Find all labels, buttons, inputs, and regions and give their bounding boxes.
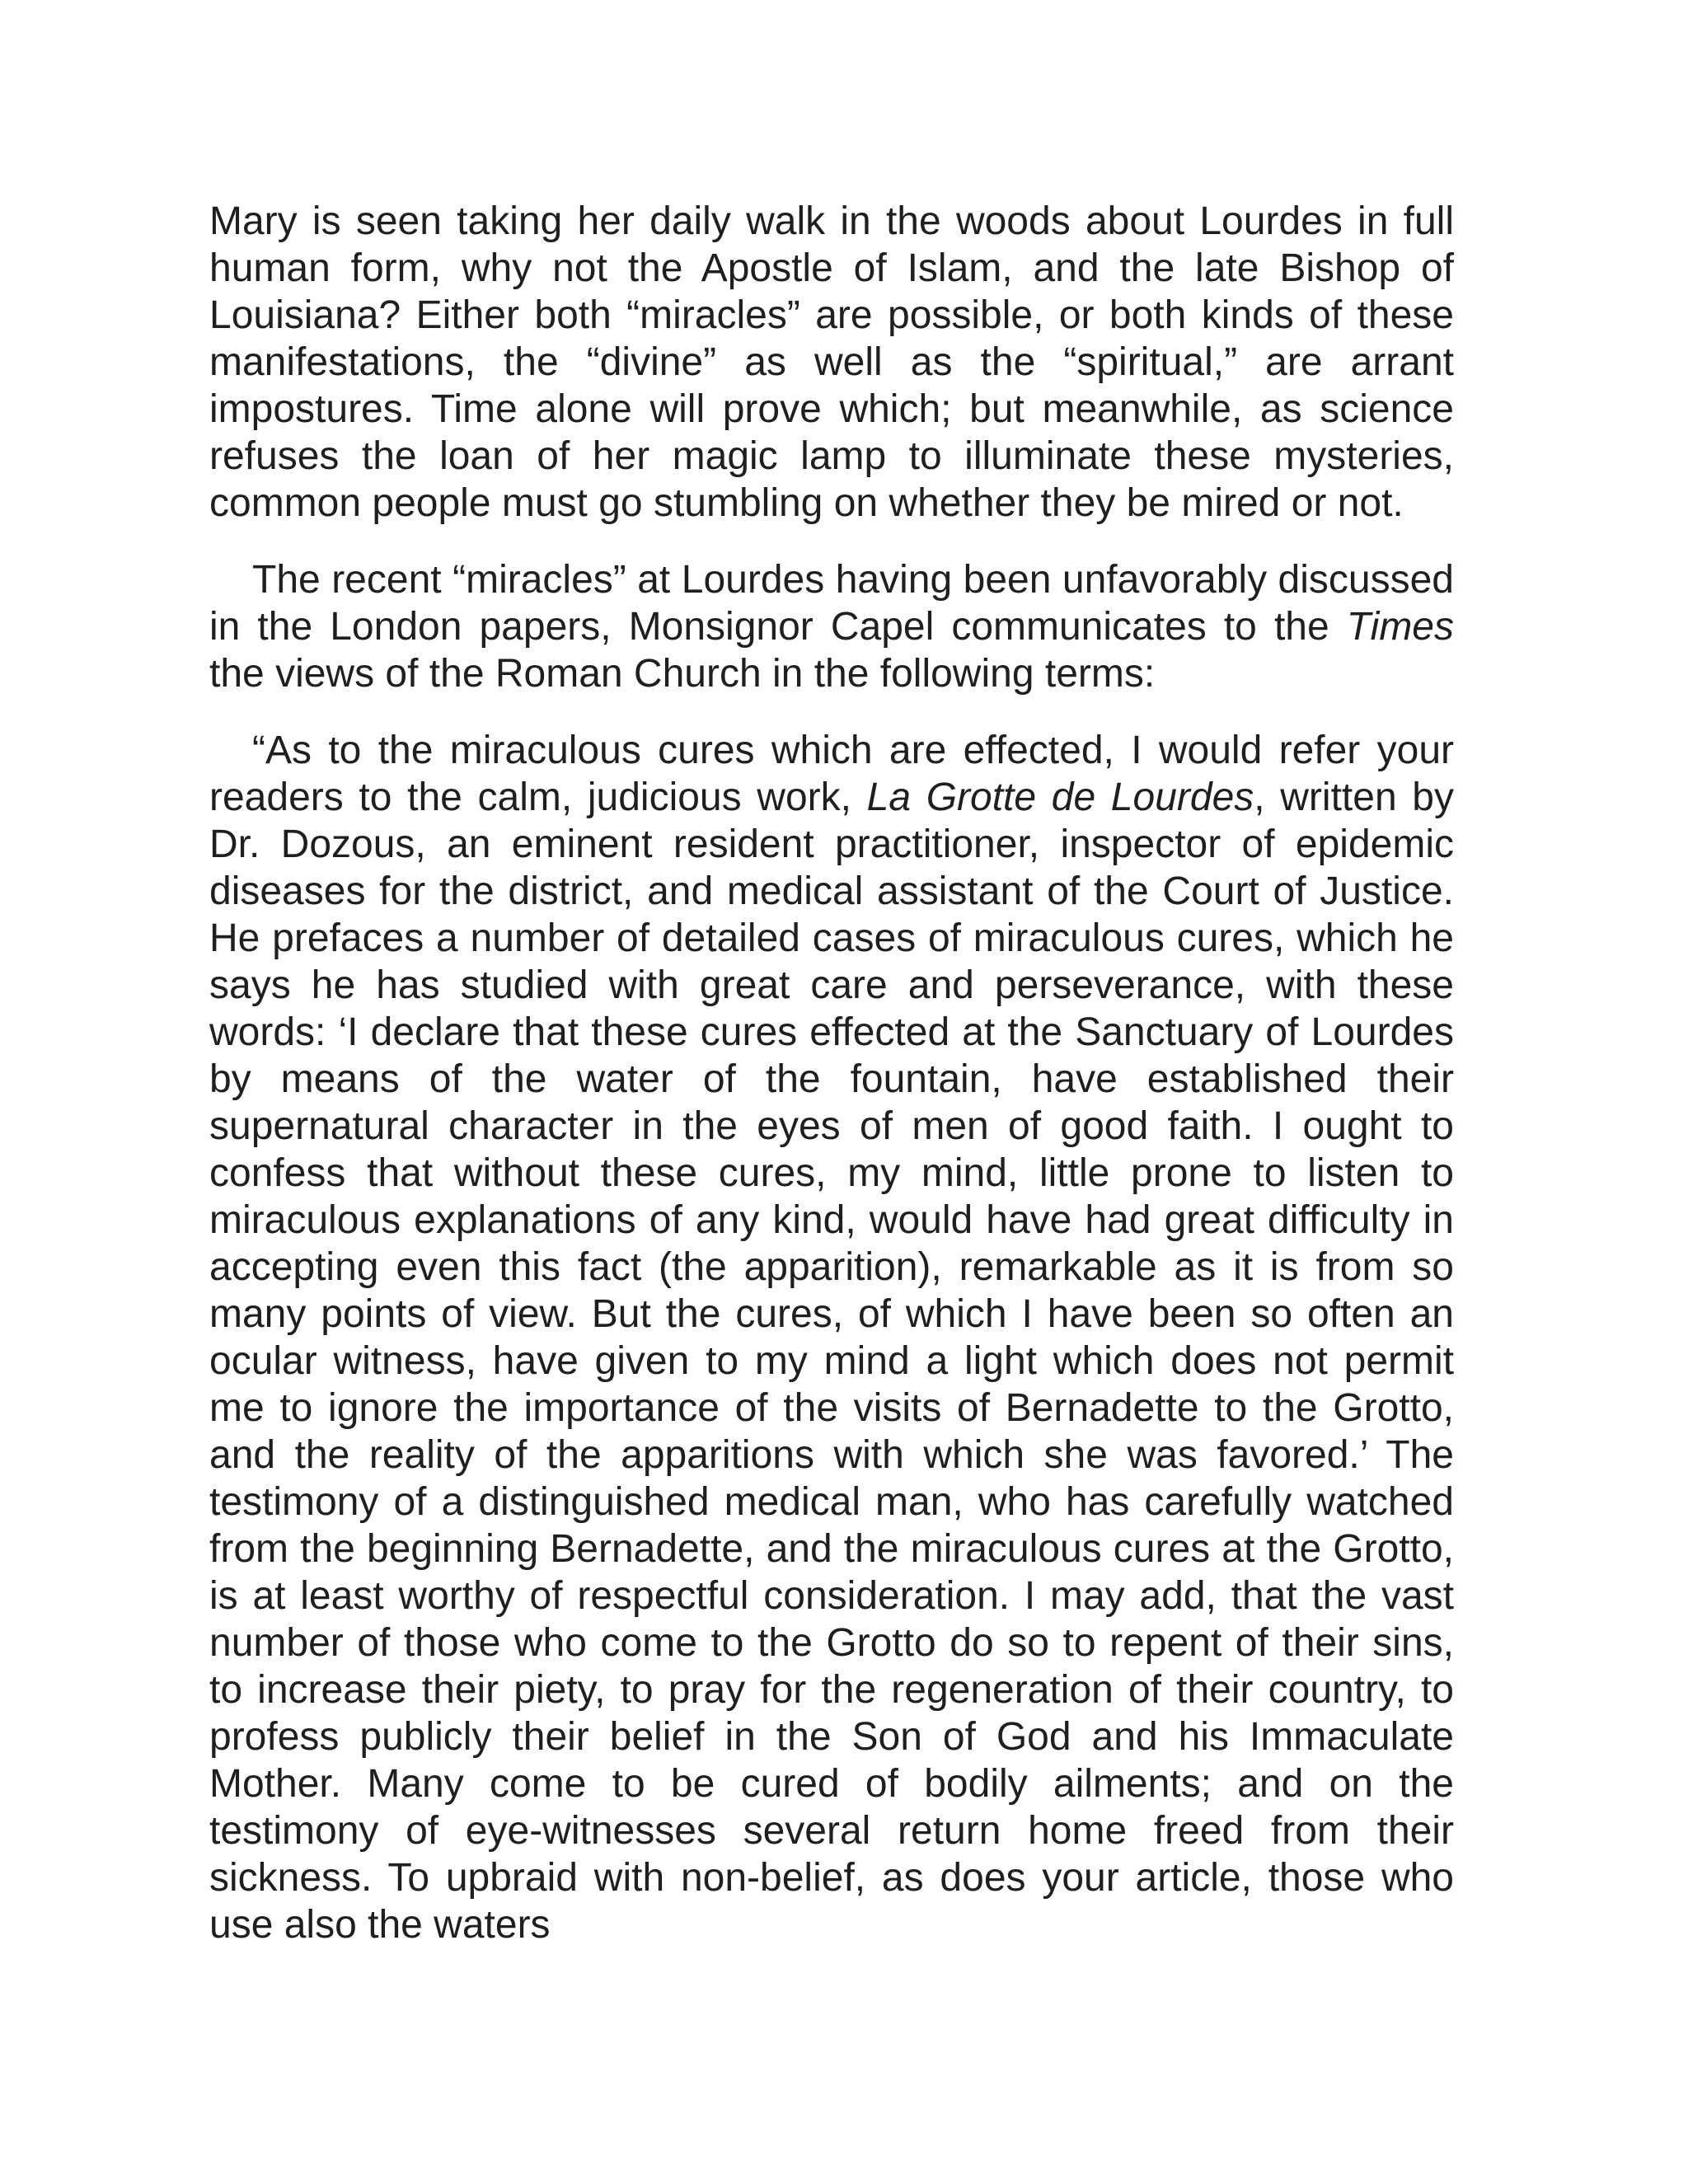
paragraph-1 xyxy=(209,198,1454,527)
paragraph-2-italic-title: Times xyxy=(1346,605,1454,649)
paragraph-2 xyxy=(209,556,1454,697)
paragraph-3-italic-title: La Grotte de Lourdes xyxy=(866,776,1254,819)
paragraph-2-text-after: the views of the Roman Church in the following terms: xyxy=(209,652,1156,696)
paragraph-1-text: Mary is seen taking her daily walk in the woods about Lourdes in full human form, why not the Apostle of Islam, and the late Bishop of Louisiana? Either both “miracles” are possible, or both kinds of these manifestations, the “divine” as well as the “spiritual,” are arrant impostures. Time alone will prove which; but meanwhile, as science refuses the loan of her magic lamp to illuminate these mysteries, common people must go stumbling on whether they be mired or not. xyxy=(209,199,1454,525)
paragraph-2-text-before: The recent “miracles” at Lourdes having been unfavorably discussed in the London papers, Monsignor Capel communicates to the xyxy=(209,558,1454,649)
paragraph-3-text-after: , written by Dr. Dozous, an eminent resident practitioner, inspector of epidemic diseases for the district, and medical assistant of the Court of Justice. He prefaces a number of detailed cases of miraculous cures, which he says he has studied with great care and perseverance, with these words: ‘I declare that these cures effected at the Sanctuary of Lourdes by means of the water of the fountain, have established their supernatural character in the eyes of men of good faith. I ought to confess that without these cures, my mind, little prone to listen to miraculous explanations of any kind, would have had great difficulty in accepting even this fact (the apparition), remarkable as it is from so many points of view. But the cures, of which I have been so often an ocular witness, have given to my mind a light which does not permit me to ignore the importance of the visits of Bernadette to the Grotto, and the reality of the apparitions with which she was favored.’ The testimony of a distinguished medical man, who has carefully watched from the beginning Bernadette, and the miraculous cures at the Grotto, is at least worthy of respectful consideration. I may add, that the vast number of those who come to the Grotto do so to repent of their sins, to increase their piety, to pray for the regeneration of their country, to profess publicly their belief in the Son of God and his Immaculate Mother. Many come to be cured of bodily ailments; and on the testimony of eye-witnesses several return home freed from their sickness. To upbraid with non-belief, as does your article, those who use also the waters xyxy=(209,776,1455,1947)
paragraph-3 xyxy=(209,727,1454,1948)
document-page xyxy=(209,198,1454,1948)
paragraph-3-text-before: “As to the miraculous cures which are effected, I would refer your readers to the calm, judicious work, xyxy=(209,729,1454,819)
